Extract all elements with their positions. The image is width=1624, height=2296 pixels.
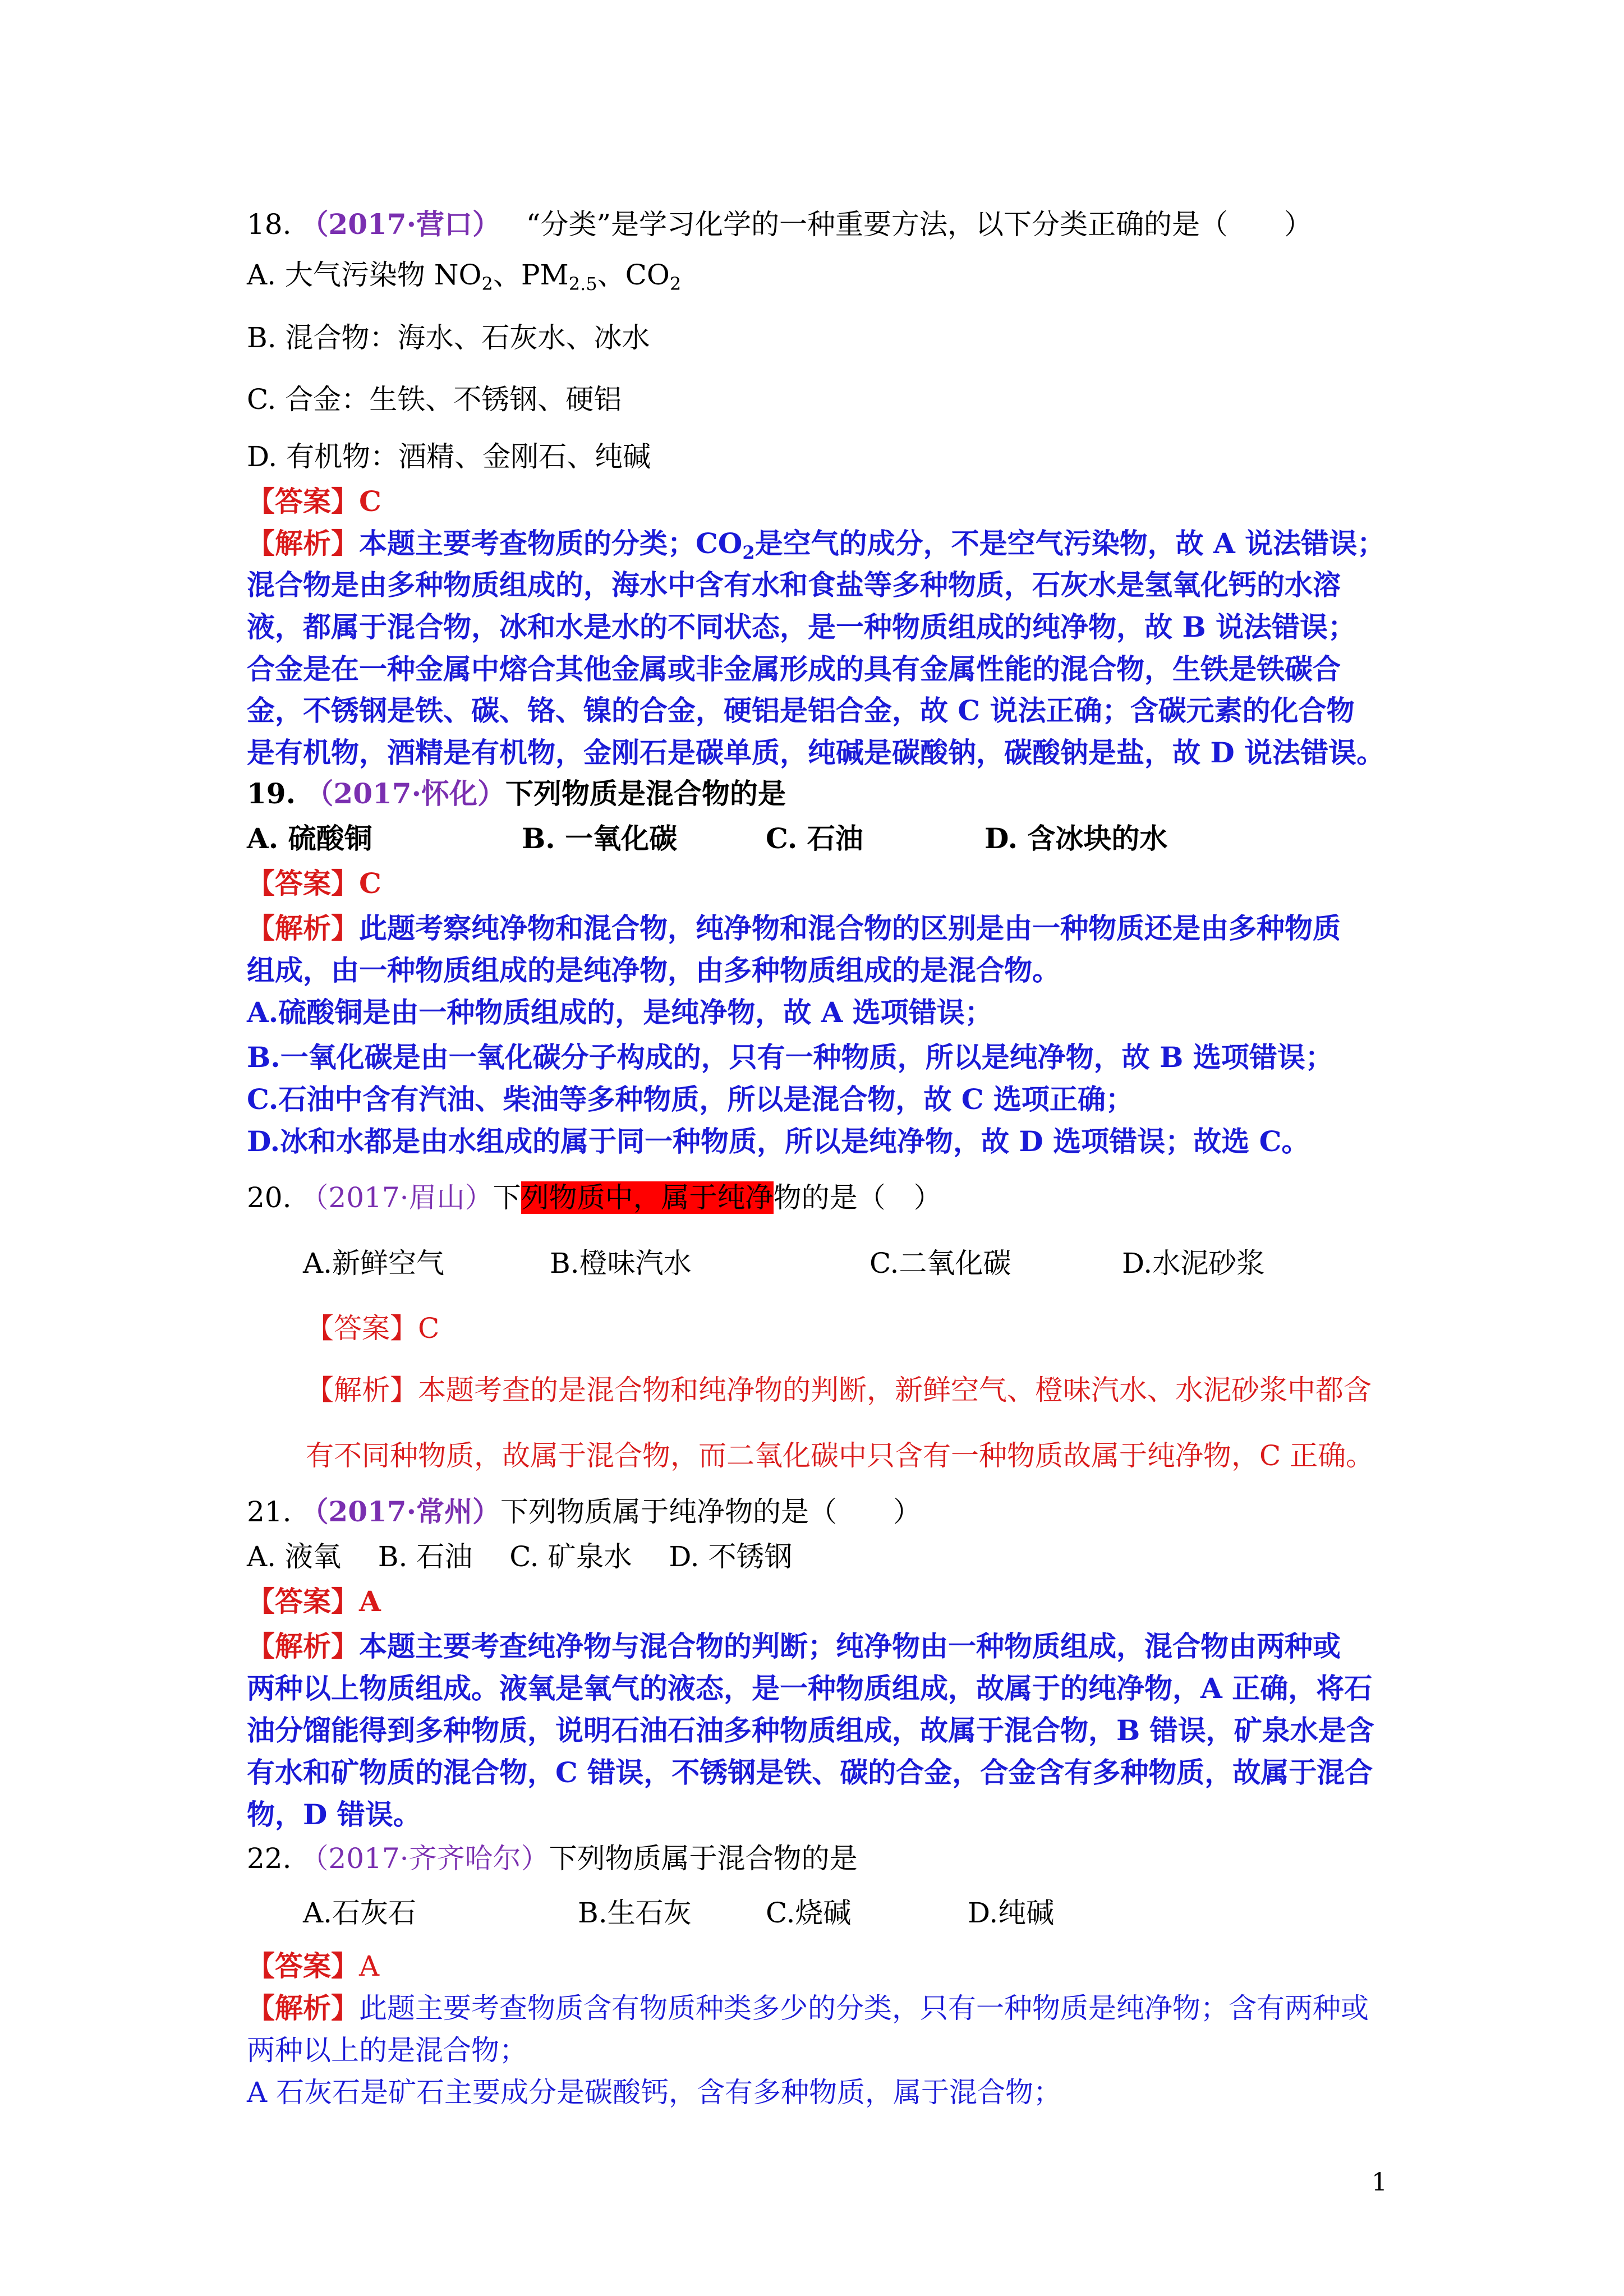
q19-stem bbox=[247, 777, 786, 811]
q19-option-d: D. 含冰块的水 bbox=[984, 822, 1168, 855]
q21-explanation-line-5: 物，D 错误。 bbox=[247, 1798, 421, 1831]
q22-option-a: A.石灰石 bbox=[303, 1897, 417, 1929]
q20-explanation-line-1: 【解析】本题考查的是混合物和纯净物的判断，新鲜空气、橙味汽水、水泥砂浆中都含 bbox=[306, 1374, 1372, 1406]
q20-highlight: 列物质中，属于纯净 bbox=[521, 1181, 774, 1214]
q20-number: 20. bbox=[247, 1181, 292, 1214]
q18-explanation-line-1: 【解析】本题主要考查物质的分类；$CO_2$是空气的成分，不是空气污染物，故 A 说法错误； bbox=[247, 527, 1386, 563]
q19-explanation-line-5: C.石油中含有汽油、柴油等多种物质，所以是混合物，故 C 选项正确； bbox=[247, 1083, 1134, 1116]
q20-option-c: C.二氧化碳 bbox=[869, 1247, 1011, 1280]
q18-explanation-line-6: 是有机物，酒精是有机物，金刚石是碳单质，纯碱是碳酸钠，碳酸钠是盐，故 D 说法错误。 bbox=[247, 736, 1385, 769]
q21-question: 下列物质属于纯净物的是（ ） bbox=[500, 1496, 922, 1528]
q20-source: （2017·眉山） bbox=[300, 1181, 493, 1214]
q18-explanation-line-2: 混合物是由多种物质组成的，海水中含有水和食盐等多种物质，石灰水是氢氧化钙的水溶 bbox=[247, 568, 1341, 601]
q22-option-c: C.烧碱 bbox=[766, 1897, 852, 1929]
q18-explanation-line-3: 液，都属于混合物，冰和水是水的不同状态，是一种物质组成的纯净物，故 B 说法错误； bbox=[247, 610, 1356, 643]
q19-option-c: C. 石油 bbox=[766, 822, 863, 855]
q21-explanation-line-2: 两种以上物质组成。液氧是氧气的液态，是一种物质组成，故属于的纯净物，A 正确，将石 bbox=[247, 1672, 1373, 1705]
answer-tag: 【答案】 bbox=[247, 485, 359, 518]
q22-question: 下列物质属于混合物的是 bbox=[549, 1842, 858, 1875]
q20-explanation-line-2: 有不同种物质，故属于混合物，而二氧化碳中只含有一种物质故属于纯净物，C 正确。 bbox=[306, 1439, 1374, 1472]
q19-source: （2017·怀化） bbox=[305, 777, 505, 810]
q22-explanation-line-1: 【解析】此题主要考查物质含有物质种类多少的分类，只有一种物质是纯净物；含有两种或 bbox=[247, 1991, 1369, 2024]
q22-option-d: D.纯碱 bbox=[968, 1897, 1055, 1929]
q18-explanation-line-5: 金，不锈钢是铁、碳、铬、镍的合金，硬铝是铝合金，故 C 说法正确；含碳元素的化合物 bbox=[247, 694, 1355, 727]
q18-question: “分类”是学习化学的一种重要方法，以下分类正确的是（ ） bbox=[526, 208, 1313, 241]
q19-explanation-line-1: 【解析】此题考察纯净物和混合物，纯净物和混合物的区别是由一种物质还是由多种物质 bbox=[247, 912, 1341, 945]
q18-option-d: D. 有机物：酒精、金刚石、纯碱 bbox=[247, 440, 651, 473]
q21-explanation-line-3: 油分馏能得到多种物质，说明石油石油多种物质组成，故属于混合物，B 错误，矿泉水是含 bbox=[247, 1714, 1374, 1747]
q20-option-a: A.新鲜空气 bbox=[303, 1247, 445, 1280]
q21-options: A. 液氧 B. 石油 C. 矿泉水 D. 不锈钢 bbox=[247, 1540, 793, 1573]
q21-stem bbox=[247, 1495, 921, 1529]
q22-explanation-line-2: 两种以上的是混合物； bbox=[247, 2034, 527, 2067]
q21-source: （2017·常州） bbox=[300, 1495, 501, 1528]
q21-number: 21. bbox=[247, 1496, 292, 1528]
q20-stem: 20. （2017·眉山）下列物质中，属于纯净物的是（ ） bbox=[247, 1181, 942, 1214]
q19-number: 19. bbox=[247, 777, 296, 810]
q19-explanation-line-6: D.冰和水都是由水组成的属于同一种物质，所以是纯净物，故 D 选项错误；故选 C。 bbox=[247, 1125, 1310, 1158]
q21-answer: 【答案】A bbox=[247, 1585, 381, 1618]
q20-answer: 【答案】C bbox=[306, 1312, 440, 1345]
q18-stem bbox=[247, 208, 1312, 241]
q22-source: （2017·齐齐哈尔） bbox=[300, 1842, 549, 1875]
q20-option-d: D.水泥砂浆 bbox=[1122, 1247, 1265, 1280]
q19-answer: 【答案】C bbox=[247, 867, 381, 900]
q18-option-a: A. 大气污染物 $NO_2$、$PM_{2.5}$、$CO_2$ bbox=[247, 259, 682, 295]
q19-question: 下列物质是混合物的是 bbox=[505, 777, 786, 810]
q18-number: 18. bbox=[247, 208, 292, 241]
q19-explanation-line-3: A.硫酸铜是由一种物质组成的，是纯净物，故 A 选项错误； bbox=[247, 996, 993, 1029]
q20-option-b: B.橙味汽水 bbox=[550, 1247, 692, 1280]
answer-value: C bbox=[359, 485, 381, 518]
q22-number: 22. bbox=[247, 1842, 292, 1875]
q18-answer bbox=[247, 485, 381, 518]
q18-explanation-line-4: 合金是在一种金属中熔合其他金属或非金属形成的具有金属性能的混合物，生铁是铁碳合 bbox=[247, 652, 1341, 685]
q18-source: （2017·营口） bbox=[300, 208, 501, 241]
q22-explanation-line-3: A 石灰石是矿石主要成分是碳酸钙，含有多种物质，属于混合物； bbox=[247, 2076, 1062, 2109]
q18-option-c: C. 合金：生铁、不锈钢、硬铝 bbox=[247, 383, 622, 416]
q19-explanation-line-4: B.一氧化碳是由一氧化碳分子构成的，只有一种物质，所以是纯净物，故 B 选项错误； bbox=[247, 1041, 1333, 1074]
q22-answer: 【答案】A bbox=[247, 1949, 380, 1982]
q19-option-b: B. 一氧化碳 bbox=[522, 822, 678, 855]
q22-option-b: B.生石灰 bbox=[578, 1897, 692, 1929]
explanation-tag: 【解析】 bbox=[247, 527, 359, 560]
q19-option-a: A. 硫酸铜 bbox=[247, 822, 372, 855]
q21-explanation-line-4: 有水和矿物质的混合物，C 错误，不锈钢是铁、碳的合金，合金含有多种物质，故属于混合 bbox=[247, 1756, 1373, 1789]
page-number: 1 bbox=[1372, 2168, 1387, 2197]
q21-explanation-line-1: 【解析】本题主要考查纯净物与混合物的判断；纯净物由一种物质组成，混合物由两种或 bbox=[247, 1630, 1341, 1663]
q22-stem bbox=[247, 1842, 858, 1875]
q18-option-b: B. 混合物：海水、石灰水、冰水 bbox=[247, 321, 650, 354]
q19-explanation-line-2: 组成，由一种物质组成的是纯净物，由多种物质组成的是混合物。 bbox=[247, 954, 1060, 987]
